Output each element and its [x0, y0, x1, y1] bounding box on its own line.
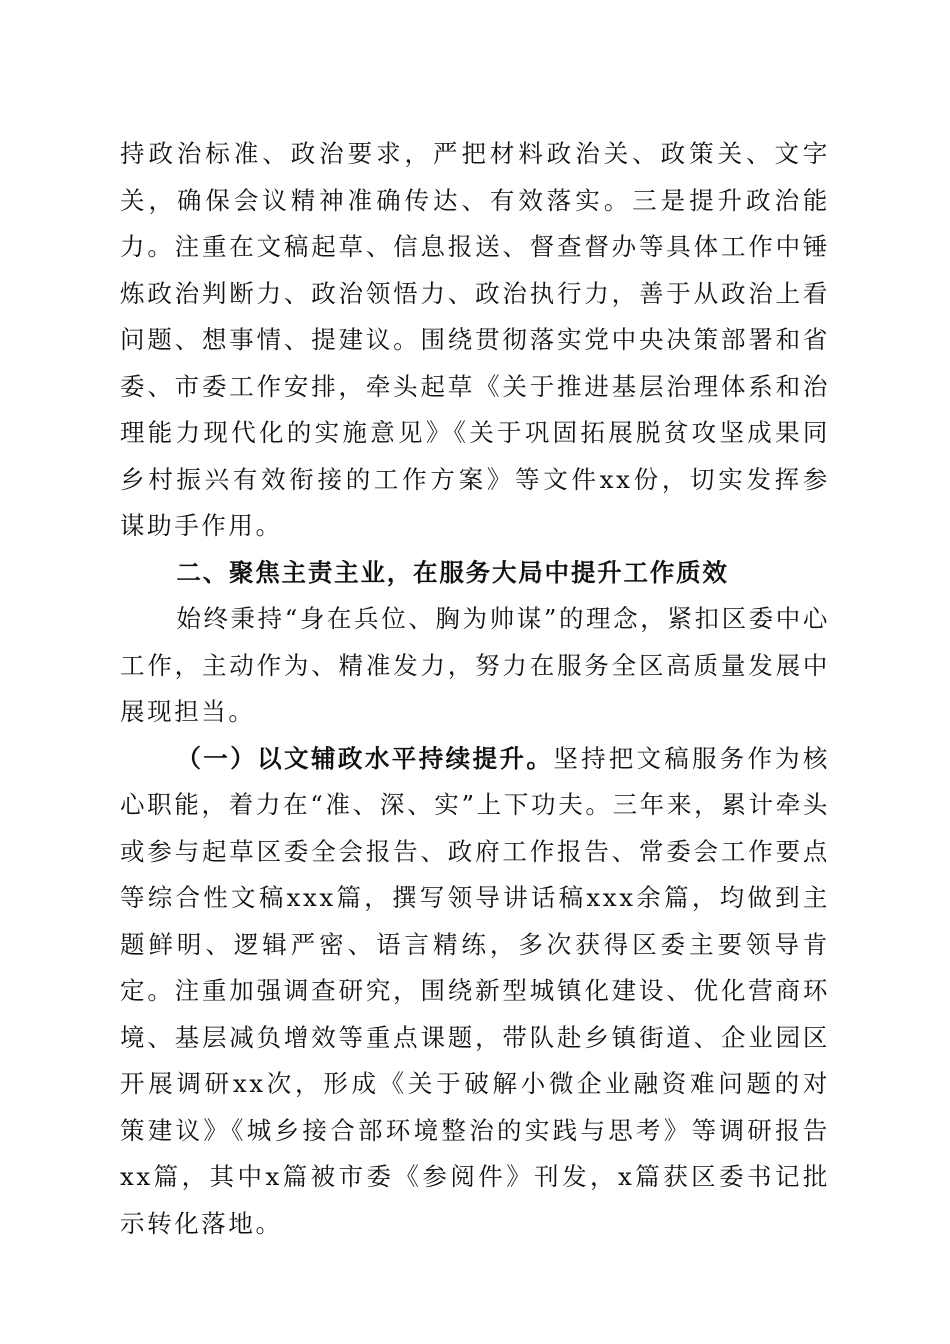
document-body [120, 131, 830, 1247]
section-heading-2: 二、聚焦主责主业，在服务大局中提升工作质效 [176, 557, 729, 587]
subsection-body-1: 坚持把文稿服务作为核心职能，着力在“准、深、实”上下功夫。三年来，累计牵头或参与起草区委全会报告、政府工作报告、常委会工作要点等综合性文稿xxx篇，撰写领导讲话稿xxx余篇，均做到主题鲜明、逻辑严密、语言精练，多次获得区委主要领导肯定。注重加强调查研究，围绕新型城镇化建设、优化营商环境、基层减负增效等重点课题，带队赴乡镇街道、企业园区开展调研xx次，形成《关于破解小微企业融资难问题的对策建议》《城乡接合部环境整治的实践与思考》等调研报告xx篇，其中x篇被市委《参阅件》刊发，x篇获区委书记批示转化落地。 [120, 743, 830, 1238]
paragraph-section-intro: 始终秉持“身在兵位、胸为帅谋”的理念，紧扣区委中心工作，主动作为、精准发力，努力在服务全区高质量发展中展现担当。 [120, 604, 830, 726]
paragraph-subsection-1 [120, 736, 830, 1248]
paragraph-continued: 持政治标准、政治要求，严把材料政治关、政策关、文字关，确保会议精神准确传达、有效落实。三是提升政治能力。注重在文稿起草、信息报送、督查督办等具体工作中锤炼政治判断力、政治领悟力、政治执行力，善于从政治上看问题、想事情、提建议。围绕贯彻落实党中央决策部署和省委、市委工作安排，牵头起草《关于推进基层治理体系和治理能力现代化的实施意见》《关于巩固拓展脱贫攻坚成果同乡村振兴有效衔接的工作方案》等文件xx份，切实发挥参谋助手作用。 [120, 139, 830, 540]
subsection-heading-1: （一）以文辅政水平持续提升。 [176, 743, 554, 773]
